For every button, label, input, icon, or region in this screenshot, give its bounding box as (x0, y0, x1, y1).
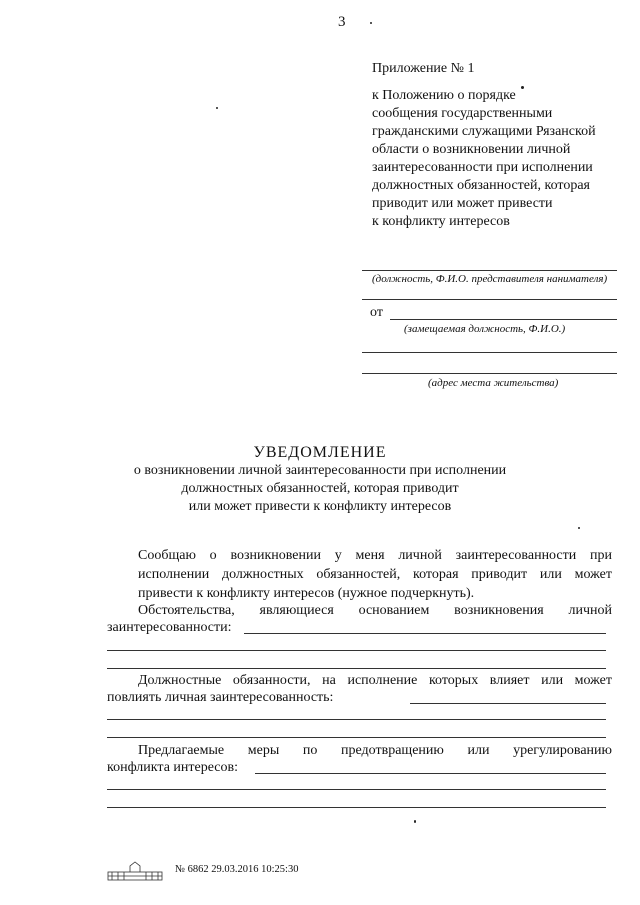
address-caption: (адрес места жительства) (428, 377, 559, 389)
paragraph-notification (107, 546, 612, 603)
paragraph-text: Сообщаю о возникновении у меня личной заинтересованности при исполнении должностных обязанностей, которая приводит или может привести к конфликту интересов (нужное подчеркнуть). (138, 548, 612, 601)
employer-field-line (362, 270, 617, 271)
paragraph-duties (107, 671, 612, 690)
from-label: от (370, 305, 383, 320)
measures-field-line (255, 773, 606, 774)
paragraph-lead: Обстоятельства, являющиеся основанием возникновения личной (138, 603, 612, 618)
circumstances-field-line (107, 650, 606, 651)
duties-field-line (107, 719, 606, 720)
employer-caption: (должность, Ф.И.О. представителя нанимателя) (372, 273, 608, 285)
from-field-line (390, 319, 617, 320)
paragraph-circumstances (107, 601, 612, 620)
circumstances-field-line (107, 668, 606, 669)
paragraph-lead: Должностные обязанности, на исполнение которых влияет или может (138, 673, 612, 688)
appendix-line: гражданскими служащими Рязанской (372, 124, 596, 139)
appendix-line: должностных обязанностей, которая (372, 178, 590, 193)
document-subtitle-line: о возникновении личной заинтересованности при исполнении (133, 463, 507, 478)
measures-label: конфликта интересов: (107, 760, 238, 775)
employer-field-line-2 (362, 299, 617, 300)
document-subtitle-line: должностных обязанностей, которая приводит (181, 481, 459, 496)
position-caption: (замещаемая должность, Ф.И.О.) (404, 323, 566, 335)
appendix-line: области о возникновении личной (372, 142, 571, 157)
government-building-stamp-icon (106, 860, 164, 882)
appendix-line: заинтересованности при исполнении (372, 160, 593, 175)
appendix-line: к конфликту интересов (372, 214, 510, 229)
address-field-line (362, 373, 617, 374)
duties-field-line (107, 737, 606, 738)
scan-speck (578, 527, 580, 529)
circumstances-label: заинтересованности: (107, 620, 232, 635)
appendix-title: Приложение № 1 (372, 61, 475, 76)
appendix-line: к Положению о порядке (372, 88, 516, 103)
appendix-block (372, 60, 622, 231)
scan-speck (216, 107, 218, 109)
page-number: 3 (338, 14, 346, 30)
scan-speck (370, 22, 372, 24)
duties-field-line (410, 703, 606, 704)
circumstances-field-line (244, 633, 606, 634)
duties-label: повлиять личная заинтересованность: (107, 690, 334, 705)
scan-speck (521, 86, 524, 89)
measures-field-line (107, 807, 606, 808)
position-field-line-2 (362, 352, 617, 353)
appendix-line: приводит или может привести (372, 196, 553, 211)
paragraph-lead: Предлагаемые меры по предотвращению или урегулированию (138, 743, 612, 758)
document-title: УВЕДОМЛЕНИЕ (253, 444, 387, 461)
paragraph-measures (107, 741, 612, 760)
appendix-line: сообщения государственными (372, 106, 553, 121)
scan-speck (414, 820, 416, 823)
registration-stamp: № 6862 29.03.2016 10:25:30 (175, 864, 299, 875)
measures-field-line (107, 789, 606, 790)
document-subtitle-line: или может привести к конфликту интересов (188, 499, 452, 514)
